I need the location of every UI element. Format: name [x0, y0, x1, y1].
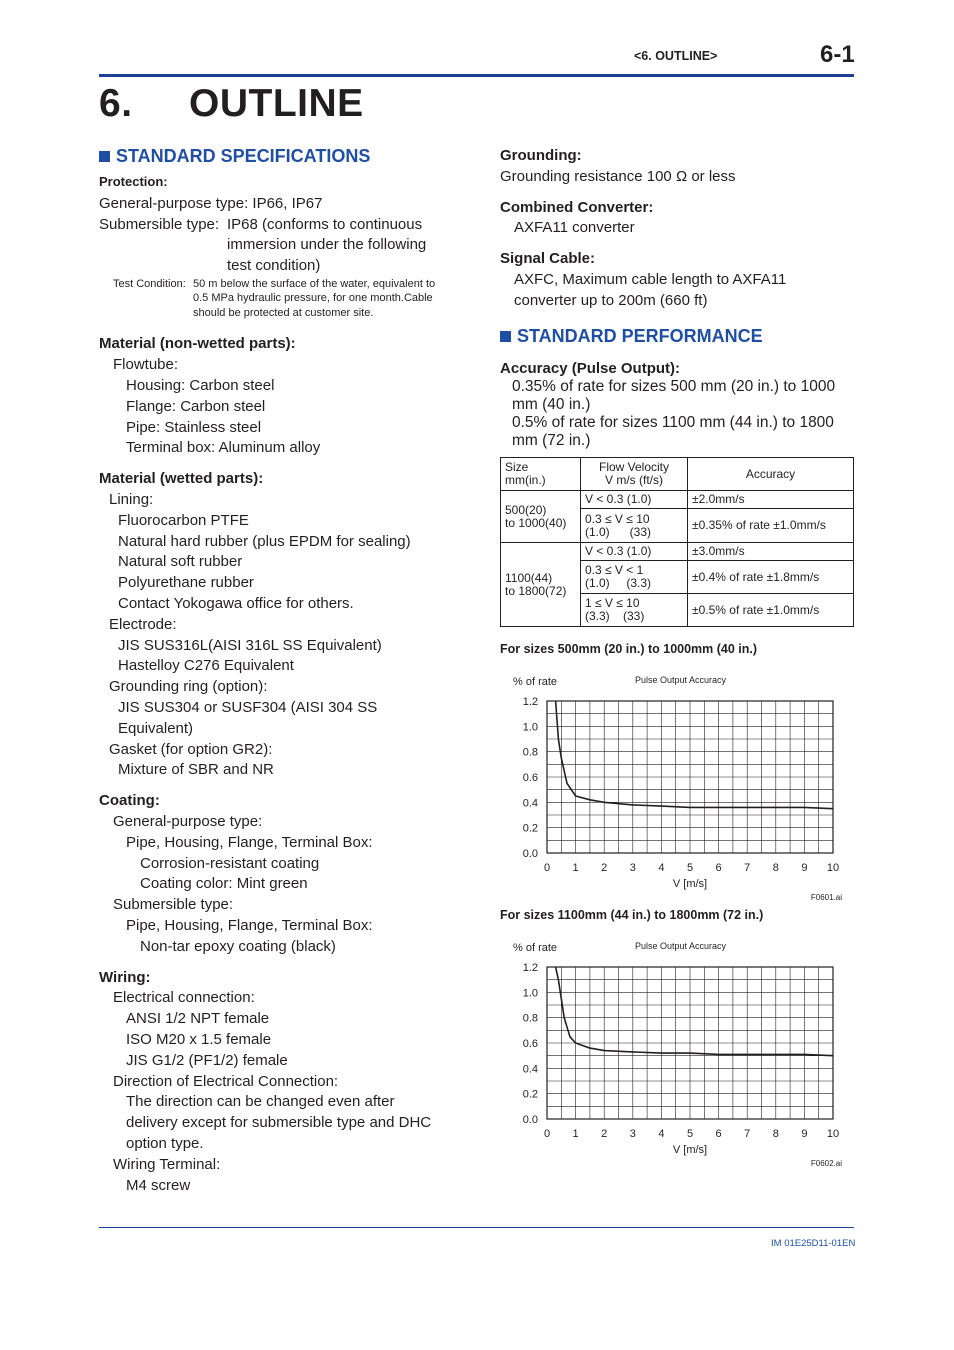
x-tick-label: 3	[629, 1128, 636, 1140]
accuracy-block: Accuracy (Pulse Output): 0.35% of rate for sizes 500 mm (20 in.) to 1000 mm (40 in.) 0.5% of rate for sizes 1100 mm (44 in.) to 1800 mm (72 in.)	[500, 360, 860, 450]
test-condition: Test Condition: 50 m below the surface of the water, equivalent to 0.5 MPa hydraulic pressure, for one month.Cable should be protected at customer site.	[113, 277, 436, 319]
chart-title: Pulse Output Accuracy	[635, 675, 727, 685]
list-item: Polyurethane rubber	[118, 574, 254, 592]
x-tick-label: 10	[826, 862, 840, 874]
x-tick-label: 10	[826, 1128, 840, 1140]
x-axis-label: V [m/s]	[672, 1144, 708, 1156]
x-tick-label: 7	[744, 862, 751, 874]
x-tick-label: 4	[658, 862, 665, 874]
protection-general: General-purpose type: IP66, IP67	[99, 194, 323, 212]
x-tick-label: 6	[715, 862, 722, 874]
list-item: JIS SUS304 or SUSF304 (AISI 304 SS	[118, 699, 378, 717]
list-item: Corrosion-resistant coating	[140, 854, 320, 872]
accuracy-cell: ±3.0mm/s	[688, 543, 854, 561]
accuracy-cell: ±0.5% of rate ±1.0mm/s	[688, 594, 854, 627]
x-tick-label: 6	[715, 1128, 722, 1140]
list-item: option type.	[126, 1134, 204, 1152]
protection-heading: Protection:	[99, 174, 168, 189]
list-item: Equivalent)	[118, 719, 194, 737]
y-tick-label: 0.4	[522, 1063, 538, 1076]
protection-submersible: Submersible type: IP68 (conforms to continuous immersion under the following test condition)	[99, 215, 479, 277]
section-standard-specifications: STANDARD SPECIFICATIONS	[99, 146, 370, 167]
wiring-heading: Wiring:	[99, 968, 151, 986]
velocity-cell: V < 0.3 (1.0)	[581, 491, 688, 509]
chart-pulse-accuracy-500-1000	[500, 664, 854, 904]
chart-pulse-accuracy-1100-1800	[500, 930, 854, 1170]
velocity-cell: 0.3 ≤ V < 1 (1.0) (3.3)	[581, 561, 688, 594]
list-item: Terminal box: Aluminum alloy	[126, 439, 321, 457]
table-row	[501, 491, 854, 509]
header-size: Size mm(in.)	[501, 458, 581, 491]
square-bullet-icon	[500, 331, 511, 342]
table-row	[501, 543, 854, 561]
protection-submersible-text: IP68 (conforms to continuous immersion under the following test condition)	[227, 215, 427, 275]
accuracy-table	[500, 457, 854, 627]
list-item: The direction can be changed even after	[126, 1093, 395, 1111]
x-tick-label: 0	[543, 862, 551, 874]
velocity-cell: 0.3 ≤ V ≤ 10 (1.0) (33)	[581, 509, 688, 543]
y-axis-label: % of rate	[513, 676, 558, 688]
list-item: Flange: Carbon steel	[126, 397, 266, 415]
chart-title: Pulse Output Accuracy	[635, 941, 727, 951]
header-rule	[99, 74, 854, 77]
list-item: Contact Yokogawa office for others.	[118, 595, 354, 613]
x-tick-label: 1	[572, 1128, 579, 1140]
x-tick-label: 7	[744, 1128, 751, 1140]
x-tick-label: 3	[629, 862, 636, 874]
list-item: Fluorocarbon PTFE	[118, 511, 249, 529]
y-axis-label: % of rate	[513, 942, 558, 954]
x-tick-label: 4	[658, 1128, 665, 1140]
list-item: ISO M20 x 1.5 female	[126, 1030, 272, 1048]
x-tick-label: 9	[801, 1128, 808, 1140]
chapter-number: 6.	[99, 82, 133, 125]
page-number: 6-1	[820, 41, 855, 68]
y-tick-label: 0.4	[522, 797, 538, 810]
section-standard-performance: STANDARD PERFORMANCE	[500, 326, 763, 347]
y-tick-label: 0.0	[522, 1114, 538, 1126]
chapter-name: OUTLINE	[189, 82, 364, 125]
header-velocity: Flow Velocity V m/s (ft/s)	[581, 458, 688, 491]
accuracy-cell: ±0.4% of rate ±1.8mm/s	[688, 561, 854, 594]
series-line	[556, 967, 833, 1056]
x-tick-label: 2	[601, 862, 608, 874]
figure-id: F0602.ai	[810, 1159, 842, 1168]
list-item: JIS SUS316L(AISI 316L SS Equivalent)	[118, 636, 382, 654]
signal-cable-heading: Signal Cable:	[500, 250, 596, 268]
list-item: Natural soft rubber	[118, 553, 243, 571]
chart1-caption: For sizes 500mm (20 in.) to 1000mm (40 in.)	[500, 642, 758, 656]
list-item: JIS G1/2 (PF1/2) female	[126, 1051, 288, 1069]
chapter-title	[99, 82, 364, 126]
figure-id: F0601.ai	[810, 893, 842, 902]
x-tick-label: 8	[772, 862, 779, 874]
velocity-cell: V < 0.3 (1.0)	[581, 543, 688, 561]
chart2-caption: For sizes 1100mm (44 in.) to 1800mm (72 in.)	[500, 908, 764, 922]
material-wetted-heading: Material (wetted parts):	[99, 470, 264, 488]
material-nonwetted-heading: Material (non-wetted parts):	[99, 335, 296, 353]
list-item: Coating color: Mint green	[140, 875, 308, 893]
coating-heading: Coating:	[99, 792, 160, 810]
accuracy-heading: Accuracy (Pulse Output):	[500, 360, 681, 377]
x-tick-label: 8	[772, 1128, 779, 1140]
y-tick-label: 0.8	[522, 746, 538, 759]
list-item: M4 screw	[126, 1176, 191, 1194]
list-item: ANSI 1/2 NPT female	[126, 1010, 270, 1028]
y-tick-label: 0.0	[522, 848, 538, 860]
x-axis-label: V [m/s]	[672, 878, 708, 890]
size-cell: 500(20) to 1000(40)	[501, 491, 581, 543]
size-cell: 1100(44) to 1800(72)	[501, 543, 581, 627]
header-accuracy: Accuracy	[688, 458, 854, 491]
converter-heading: Combined Converter:	[500, 198, 654, 216]
right-column-specs: Grounding: Grounding resistance 100 Ω or less Combined Converter: AXFA11 converter Signal Cable: AXFC, Maximum cable length to AXFA11 converter up to 200m (660 ft)	[500, 146, 854, 312]
specifications-column: Protection: General-purpose type: IP66, IP67 Submersible type: IP68 (conforms to continuous immersion under the following test condition) Test Condition: 50 m below the surface of the water, equivalent to 0.5 MPa hydraulic pressure, for one month.Cable should be protected at customer site. Material (non-wetted parts): Flowtube: Housing: Carbon steel Flange: Carbon steel Pipe: Stainless steel Terminal box: Aluminum alloy Material (wetted parts): Lining: Fluorocarbon PTFE Natural hard rubber (plus EPDM for sealing) Natural soft rubber Polyurethane rubber Contact Yokogawa office for others. Electrode: JIS SUS316L(AISI 316L SS Equivalent) Hastelloy C276 Equivalent Grounding ring (option): JIS SUS304 or SUSF304 (AISI 304 SS Equivalent) Gasket (for option GR2): Mixture of SBR and NR Coating: General-purpose type: Pipe, Housing, Flange, Terminal Box: Corrosion-resistant coating Coating color: Mint green Submersible type: Pipe, Housing, Flange, Terminal Box: Non-tar epoxy coating (black) Wiring: Electrical connection: ANSI 1/2 NPT female ISO M20 x 1.5 female JIS G1/2 (PF1/2) female Direction of Electrical Connection: The direction can be changed even after delivery except for submersible type and DHC option type. Wiring Terminal: M4 screw	[99, 172, 479, 1196]
x-tick-label: 5	[686, 862, 694, 874]
velocity-cell: 1 ≤ V ≤ 10 (3.3) (33)	[581, 594, 688, 627]
list-item: Natural hard rubber (plus EPDM for sealing)	[118, 532, 411, 550]
list-item: Housing: Carbon steel	[126, 377, 275, 395]
list-item: Mixture of SBR and NR	[118, 761, 274, 779]
y-tick-label: 1.2	[522, 696, 538, 708]
series-line	[556, 701, 833, 809]
document-id: IM 01E25D11-01EN	[771, 1238, 856, 1249]
x-tick-label: 1	[572, 862, 579, 874]
y-tick-label: 0.6	[522, 772, 538, 784]
square-bullet-icon	[99, 151, 110, 162]
grounding-heading: Grounding:	[500, 147, 582, 164]
y-tick-label: 1.2	[522, 962, 538, 974]
accuracy-cell: ±2.0mm/s	[688, 491, 854, 509]
x-tick-label: 0	[543, 1128, 551, 1140]
y-tick-label: 0.2	[522, 1088, 538, 1101]
y-tick-label: 0.2	[522, 822, 538, 835]
table-header-row	[501, 458, 854, 491]
y-tick-label: 0.8	[522, 1012, 538, 1025]
accuracy-cell: ±0.35% of rate ±1.0mm/s	[688, 509, 854, 543]
y-tick-label: 1.0	[522, 987, 538, 1000]
list-item: delivery except for submersible type and DHC	[126, 1114, 432, 1132]
x-tick-label: 9	[801, 862, 808, 874]
y-tick-label: 0.6	[522, 1038, 538, 1050]
list-item: Non-tar epoxy coating (black)	[140, 937, 336, 955]
list-item: Pipe: Stainless steel	[126, 418, 262, 436]
list-item: Hastelloy C276 Equivalent	[118, 657, 294, 675]
y-tick-label: 1.0	[522, 721, 538, 734]
x-tick-label: 5	[686, 1128, 694, 1140]
header-section-title: <6. OUTLINE>	[634, 49, 718, 63]
footer-rule	[99, 1227, 854, 1228]
x-tick-label: 2	[601, 1128, 608, 1140]
